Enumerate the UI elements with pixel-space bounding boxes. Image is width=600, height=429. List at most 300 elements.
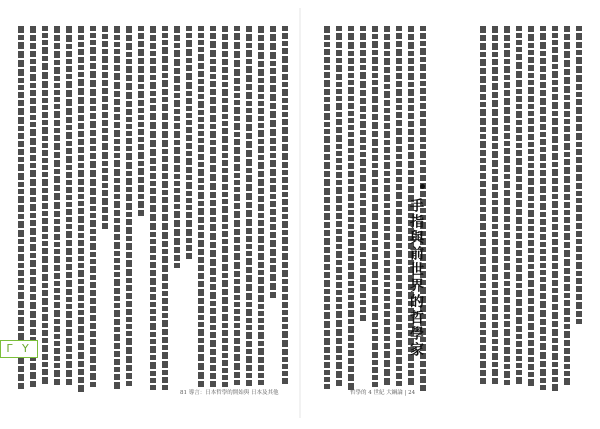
glyph-mark [18, 149, 24, 155]
glyph-mark [162, 320, 168, 327]
glyph-mark [222, 114, 228, 119]
glyph-mark [420, 64, 426, 71]
glyph-mark [270, 94, 276, 101]
glyph-mark [282, 105, 288, 110]
glyph-mark [282, 357, 288, 362]
text-column [100, 26, 109, 390]
glyph-mark [210, 242, 216, 248]
glyph-mark [504, 26, 510, 33]
glyph-mark [576, 198, 582, 203]
glyph-mark [282, 378, 288, 384]
glyph-mark [174, 109, 180, 114]
glyph-mark [324, 330, 330, 336]
glyph-mark [150, 287, 156, 292]
glyph-mark [18, 310, 24, 315]
glyph-mark [270, 52, 276, 59]
glyph-mark [258, 155, 264, 160]
glyph-mark [504, 297, 510, 303]
glyph-mark [30, 363, 36, 370]
glyph-mark [234, 380, 240, 385]
glyph-mark [126, 153, 132, 160]
glyph-mark [234, 211, 240, 218]
glyph-mark [348, 111, 354, 116]
glyph-mark [78, 194, 84, 199]
glyph-mark [336, 172, 342, 178]
glyph-mark [30, 179, 36, 186]
glyph-mark [324, 35, 330, 40]
glyph-mark [528, 65, 534, 71]
glyph-mark [516, 233, 522, 239]
glyph-mark [552, 162, 558, 167]
glyph-mark [78, 187, 84, 192]
glyph-mark [270, 160, 276, 167]
glyph-mark [66, 66, 72, 72]
glyph-mark [552, 80, 558, 85]
glyph-mark [78, 147, 84, 153]
glyph-mark [150, 158, 156, 164]
glyph-mark [282, 340, 288, 347]
glyph-mark [516, 200, 522, 207]
glyph-mark [360, 152, 366, 157]
glyph-mark [186, 58, 192, 63]
glyph-mark [102, 96, 108, 102]
glyph-mark [162, 164, 168, 171]
glyph-mark [90, 113, 96, 119]
glyph-mark [396, 66, 402, 71]
glyph-mark [540, 116, 546, 122]
glyph-mark [552, 255, 558, 261]
glyph-mark [138, 152, 144, 159]
glyph-mark [324, 230, 330, 236]
glyph-mark [420, 48, 426, 55]
glyph-mark [564, 69, 570, 75]
glyph-mark [150, 302, 156, 307]
glyph-mark [90, 365, 96, 371]
glyph-mark [222, 280, 228, 287]
glyph-mark [516, 250, 522, 256]
glyph-mark [174, 229, 180, 236]
glyph-mark [540, 284, 546, 291]
glyph-mark [480, 94, 486, 100]
glyph-mark [42, 377, 48, 384]
glyph-mark [114, 146, 120, 151]
glyph-mark [90, 130, 96, 136]
glyph-mark [564, 77, 570, 84]
glyph-mark [480, 127, 486, 132]
glyph-mark [576, 254, 582, 260]
glyph-mark [324, 136, 330, 143]
glyph-mark [42, 362, 48, 367]
text-column [76, 26, 85, 390]
glyph-mark [372, 170, 378, 177]
glyph-mark [210, 268, 216, 275]
glyph-mark [564, 95, 570, 100]
glyph-mark [42, 136, 48, 141]
glyph-mark [528, 219, 534, 224]
glyph-mark [576, 99, 582, 105]
glyph-mark [210, 59, 216, 64]
glyph-mark [18, 133, 24, 139]
glyph-mark [360, 81, 366, 88]
glyph-mark [54, 302, 60, 308]
glyph-mark [66, 165, 72, 170]
glyph-mark [552, 136, 558, 143]
glyph-mark [138, 66, 144, 73]
glyph-mark [516, 111, 522, 118]
glyph-mark [18, 42, 24, 49]
glyph-mark [516, 317, 522, 324]
glyph-mark [198, 249, 204, 255]
glyph-mark [360, 145, 366, 150]
glyph-mark [66, 108, 72, 115]
left-page [8, 8, 298, 418]
glyph-mark [150, 355, 156, 360]
glyph-mark [564, 268, 570, 274]
glyph-mark [222, 145, 228, 151]
glyph-mark [222, 121, 228, 126]
glyph-mark [384, 260, 390, 266]
glyph-mark [222, 128, 228, 134]
glyph-mark [18, 92, 24, 98]
glyph-mark [210, 81, 216, 87]
glyph-mark [576, 311, 582, 317]
glyph-mark [246, 141, 252, 148]
glyph-mark [504, 75, 510, 80]
glyph-mark [336, 338, 342, 344]
glyph-mark [114, 351, 120, 357]
glyph-mark [90, 63, 96, 69]
glyph-mark [114, 178, 120, 183]
glyph-mark [210, 292, 216, 299]
glyph-mark [102, 168, 108, 173]
glyph-mark [42, 127, 48, 134]
glyph-mark [420, 160, 426, 165]
glyph-mark [198, 381, 204, 387]
glyph-mark [90, 170, 96, 177]
glyph-mark [246, 373, 252, 378]
glyph-mark [552, 321, 558, 327]
glyph-mark [576, 142, 582, 147]
glyph-mark [54, 363, 60, 368]
glyph-mark [114, 319, 120, 325]
glyph-mark [234, 286, 240, 293]
glyph-mark [360, 217, 366, 223]
glyph-mark [150, 166, 156, 171]
glyph-mark [246, 251, 252, 256]
glyph-mark [174, 140, 180, 145]
glyph-mark [324, 247, 330, 253]
glyph-mark [504, 174, 510, 179]
glyph-mark [552, 201, 558, 208]
glyph-mark [246, 175, 252, 182]
glyph-mark [234, 338, 240, 344]
glyph-mark [348, 203, 354, 208]
glyph-mark [576, 107, 582, 114]
glyph-mark [270, 292, 276, 298]
glyph-mark [282, 41, 288, 46]
glyph-mark [372, 360, 378, 365]
glyph-mark [234, 220, 240, 227]
glyph-mark [552, 353, 558, 360]
glyph-mark [282, 270, 288, 277]
glyph-mark [18, 51, 24, 58]
glyph-mark [114, 194, 120, 199]
glyph-mark [162, 173, 168, 179]
glyph-mark [480, 337, 486, 343]
glyph-mark [78, 317, 84, 324]
glyph-mark [66, 202, 72, 207]
glyph-mark [576, 66, 582, 73]
glyph-mark [528, 57, 534, 63]
glyph-mark [270, 129, 276, 136]
glyph-mark [516, 167, 522, 174]
glyph-mark [174, 43, 180, 48]
glyph-mark [420, 151, 426, 158]
glyph-mark [258, 188, 264, 194]
glyph-mark [18, 182, 24, 187]
glyph-mark [516, 192, 522, 198]
glyph-mark [552, 169, 558, 176]
glyph-mark [30, 138, 36, 145]
glyph-mark [102, 41, 108, 47]
glyph-mark [576, 33, 582, 40]
glyph-mark [396, 184, 402, 190]
glyph-mark [360, 159, 366, 166]
glyph-mark [162, 131, 168, 138]
glyph-mark [540, 369, 546, 376]
glyph-mark [540, 42, 546, 49]
glyph-mark [540, 385, 546, 390]
glyph-mark [258, 357, 264, 363]
glyph-mark [114, 26, 120, 33]
glyph-mark [66, 248, 72, 255]
glyph-mark [222, 382, 228, 387]
glyph-mark [66, 311, 72, 318]
glyph-mark [198, 124, 204, 129]
glyph-mark [384, 155, 390, 160]
glyph-mark [504, 43, 510, 48]
glyph-mark [384, 242, 390, 249]
glyph-mark [222, 264, 228, 271]
glyph-mark [90, 236, 96, 241]
glyph-mark [210, 66, 216, 72]
glyph-mark [78, 131, 84, 137]
glyph-mark [150, 66, 156, 73]
glyph-mark [270, 43, 276, 50]
glyph-mark [372, 271, 378, 278]
glyph-mark [576, 157, 582, 163]
glyph-mark [174, 116, 180, 121]
glyph-mark [258, 286, 264, 293]
glyph-mark [90, 33, 96, 38]
glyph-mark [90, 47, 96, 54]
glyph-mark [258, 341, 264, 346]
glyph-mark [234, 309, 240, 314]
glyph-mark [504, 66, 510, 73]
glyph-mark [528, 196, 534, 201]
glyph-mark [552, 312, 558, 319]
glyph-mark [78, 286, 84, 293]
glyph-mark [564, 250, 570, 257]
glyph-mark [348, 272, 354, 279]
glyph-mark [360, 193, 366, 198]
glyph-mark [198, 345, 204, 352]
glyph-mark [234, 123, 240, 130]
glyph-mark [564, 42, 570, 49]
glyph-mark [372, 80, 378, 85]
glyph-mark [42, 105, 48, 110]
glyph-mark [162, 214, 168, 221]
glyph-mark [564, 324, 570, 329]
glyph-mark [42, 26, 48, 31]
glyph-mark [372, 382, 378, 387]
glyph-mark [126, 309, 132, 315]
glyph-mark [270, 185, 276, 192]
glyph-mark [516, 334, 522, 339]
glyph-mark [126, 269, 132, 276]
glyph-mark [348, 358, 354, 364]
glyph-mark [552, 210, 558, 215]
glyph-mark [420, 57, 426, 62]
glyph-mark [90, 220, 96, 227]
glyph-mark [174, 35, 180, 41]
glyph-mark [162, 149, 168, 154]
glyph-mark [114, 56, 120, 63]
glyph-mark [528, 80, 534, 85]
glyph-mark [150, 309, 156, 314]
glyph-mark [174, 100, 180, 107]
glyph-mark [210, 284, 216, 290]
glyph-mark [150, 385, 156, 390]
glyph-mark [540, 26, 546, 31]
glyph-mark [114, 35, 120, 40]
glyph-mark [114, 242, 120, 249]
glyph-mark [90, 266, 96, 273]
text-column [232, 26, 241, 390]
text-column [136, 26, 145, 390]
glyph-mark [348, 132, 354, 137]
glyph-mark [270, 283, 276, 290]
glyph-mark [210, 183, 216, 190]
glyph-mark [528, 240, 534, 246]
glyph-mark [126, 117, 132, 122]
glyph-mark [270, 76, 276, 83]
glyph-mark [564, 119, 570, 124]
glyph-mark [492, 127, 498, 134]
glyph-mark [78, 240, 84, 246]
glyph-mark [576, 75, 582, 82]
glyph-mark [234, 139, 240, 145]
glyph-mark [540, 178, 546, 184]
glyph-mark [198, 131, 204, 136]
glyph-mark [66, 81, 72, 88]
glyph-mark [114, 185, 120, 192]
glyph-mark [492, 43, 498, 50]
glyph-mark [480, 150, 486, 156]
glyph-mark [324, 113, 330, 120]
glyph-mark [336, 362, 342, 369]
glyph-mark [324, 145, 330, 152]
glyph-mark [372, 41, 378, 48]
glyph-mark [30, 66, 36, 72]
glyph-mark [234, 187, 240, 192]
glyph-mark [222, 323, 228, 328]
glyph-mark [540, 132, 546, 137]
glyph-mark [384, 275, 390, 280]
glyph-mark [348, 171, 354, 177]
glyph-mark [258, 253, 264, 260]
glyph-mark [516, 143, 522, 148]
glyph-mark [258, 295, 264, 302]
glyph-mark [162, 190, 168, 195]
glyph-mark [78, 310, 84, 315]
glyph-mark [222, 224, 228, 229]
glyph-mark [576, 124, 582, 131]
glyph-mark [552, 377, 558, 382]
glyph-mark [480, 189, 486, 196]
glyph-mark [336, 74, 342, 80]
glyph-mark [162, 361, 168, 368]
glyph-mark [564, 152, 570, 157]
glyph-mark [480, 52, 486, 57]
glyph-mark [384, 58, 390, 65]
glyph-mark [540, 256, 546, 261]
glyph-mark [420, 144, 426, 149]
glyph-mark [174, 131, 180, 138]
glyph-mark [246, 293, 252, 300]
glyph-mark [198, 101, 204, 108]
glyph-mark [372, 336, 378, 341]
text-column [220, 26, 229, 390]
glyph-mark [324, 280, 330, 287]
glyph-mark [324, 72, 330, 78]
glyph-mark [78, 123, 84, 129]
glyph-mark [492, 207, 498, 214]
glyph-mark [54, 273, 60, 279]
glyph-mark [246, 349, 252, 354]
glyph-mark [150, 316, 156, 321]
glyph-mark [66, 257, 72, 262]
glyph-mark [78, 115, 84, 121]
glyph-mark [336, 112, 342, 117]
glyph-mark [162, 33, 168, 38]
glyph-mark [150, 346, 156, 353]
glyph-mark [42, 226, 48, 232]
glyph-mark [576, 149, 582, 155]
glyph-mark [258, 179, 264, 186]
glyph-mark [492, 290, 498, 295]
glyph-mark [90, 138, 96, 144]
glyph-mark [18, 108, 24, 115]
glyph-mark [492, 59, 498, 65]
glyph-mark [336, 196, 342, 203]
glyph-mark [360, 90, 366, 96]
glyph-mark [552, 247, 558, 253]
glyph-mark [480, 214, 486, 221]
glyph-mark [504, 59, 510, 64]
glyph-mark [102, 72, 108, 78]
glyph-mark [552, 153, 558, 160]
glyph-mark [564, 348, 570, 354]
glyph-mark [114, 382, 120, 389]
glyph-mark [282, 294, 288, 300]
glyph-mark [90, 179, 96, 186]
glyph-mark [126, 278, 132, 283]
glyph-mark [150, 262, 156, 268]
glyph-mark [126, 138, 132, 144]
glyph-mark [336, 103, 342, 110]
glyph-mark [78, 385, 84, 392]
